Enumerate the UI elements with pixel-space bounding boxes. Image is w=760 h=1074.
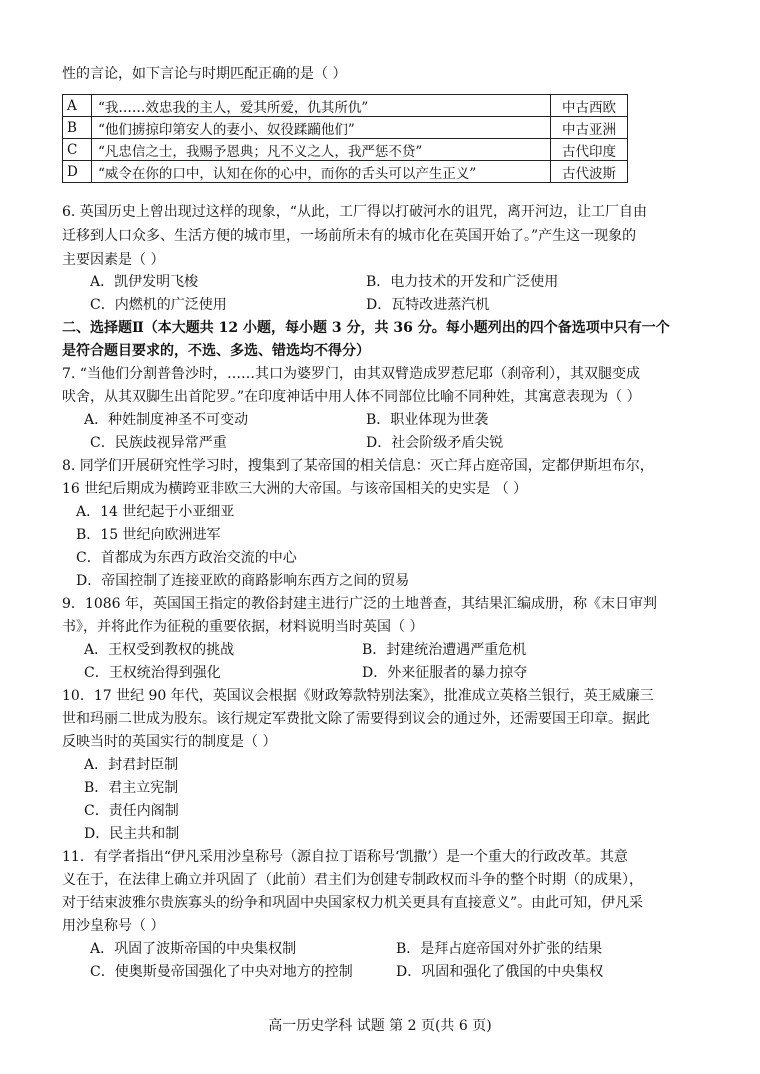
option-letter: A [63, 95, 92, 117]
q8-stem-line: 16 世纪后期成为横跨亚非欧三大洲的大帝国。与该帝国相关的史实是 （ ） [62, 481, 528, 497]
q8-stem-line: 8. 同学们开展研究性学习时，搜集到了某帝国的相关信息：灭亡拜占庭帝国，定都伊斯坦布尔， [62, 458, 654, 474]
q11-stem-line: 对于结束波雅尔贵族寡头的纷争和巩固中央国家权力机关更具有直接意义”。由此可知，伊凡采 [62, 895, 644, 911]
q10-option-d: D．民主共和制 [84, 826, 180, 842]
page-footer: 高一历史学科 试题 第 2 页(共 6 页) [268, 1018, 492, 1034]
q6-option-d: D．瓦特改进蒸汽机 [366, 297, 490, 313]
q10-option-a: A．封君封臣制 [84, 757, 179, 773]
q7-option-d: D．社会阶级矛盾尖锐 [366, 435, 504, 451]
section-heading: 二、选择题Ⅱ（本大题共 12 小题，每小题 3 分，共 36 分。每小题列出的四个备选项中只有一个 [62, 320, 670, 336]
q6-stem-line: 6. 英国历史上曾出现过这样的现象，“从此，工厂得以打破河水的诅咒，离开河边，让工厂自由 [62, 204, 647, 220]
table-row [63, 161, 628, 183]
q9-option-c: C．王权统治得到强化 [84, 665, 221, 681]
q11-stem-line: 义在于，在法律上确立并巩固了（此前）君主们为创建专制政权而斗争的整个时期（的成果）， [62, 872, 643, 888]
q11-option-d: D．巩固和强化了俄国的中央集权 [396, 964, 604, 980]
section-heading: 是符合题目要求的，不选、多选、错选均不得分） [62, 343, 370, 359]
q6-stem-line: 迁移到人口众多、生活方便的城市里，一场前所未有的城市化在英国开始了。”产生这一现象的 [62, 228, 637, 244]
q5-table [62, 94, 628, 183]
q11-option-a: A．巩固了波斯帝国的中央集权制 [90, 941, 297, 957]
q6-option-a: A．凯伊发明飞梭 [90, 274, 199, 290]
q10-stem-line: 反映当时的英国实行的制度是（ ） [62, 734, 277, 750]
q8-option-c: C．首都成为东西方政治交流的中心 [76, 550, 297, 566]
quote-cell: “我……效忠我的主人，爱其所爱，仇其所仇” [92, 95, 551, 117]
q9-option-b: B．封建统治遭遇严重危机 [362, 642, 527, 658]
table-row [63, 117, 628, 139]
table-row [63, 139, 628, 161]
q7-stem-line: 7. “当他们分割普鲁沙时，……其口为婆罗门，由其双臂造成罗惹尼耶（刹帝利），其双腿变成 [62, 366, 640, 382]
option-letter: B [63, 117, 92, 139]
period-cell: 古代印度 [551, 139, 628, 161]
q7-option-a: A．种姓制度神圣不可变动 [84, 412, 249, 428]
q6-option-c: C．内燃机的广泛使用 [90, 297, 227, 313]
q7-stem-line: 吠舍，从其双脚生出首陀罗。”在印度神话中用人体不同部位比喻不同种姓，其寓意表现为（ ） [62, 389, 641, 405]
q9-stem-line: 9．1086 年，英国国王指定的教俗封建主进行广泛的土地普查，其结果汇编成册，称《末日审判 [62, 596, 657, 612]
q11-stem-line: 11．有学者指出“伊凡采用沙皇称号（源自拉丁语称号‘凯撒’）是一个重大的行政改革。其意 [62, 849, 628, 865]
q11-option-b: B．是拜占庭帝国对外扩张的结果 [396, 941, 603, 957]
table-row [63, 95, 628, 117]
period-cell: 中古西欧 [551, 95, 628, 117]
quote-cell: “威令在你的口中，认知在你的心中，而你的舌头可以产生正义” [92, 161, 551, 183]
q10-stem-line: 10．17 世纪 90 年代，英国议会根据《财政筹款特别法案》，批准成立英格兰银行，英王威廉三 [62, 688, 654, 704]
q9-stem-line: 书》，并将此作为征税的重要依据，材料说明当时英国（ ） [62, 619, 424, 635]
q9-option-a: A．王权受到教权的挑战 [84, 642, 235, 658]
q8-option-b: B．15 世纪向欧洲进军 [76, 527, 221, 543]
period-cell: 中古亚洲 [551, 117, 628, 139]
period-cell: 古代波斯 [551, 161, 628, 183]
q7-option-c: C．民族歧视异常严重 [90, 435, 227, 451]
q10-stem-line: 世和玛丽二世成为股东。该行规定军费批文除了需要得到议会的通过外，还需要国王印章。据此 [62, 711, 650, 727]
q8-option-d: D．帝国控制了连接亚欧的商路影响东西方之间的贸易 [76, 573, 410, 589]
q9-option-d: D．外来征服者的暴力掠夺 [362, 665, 528, 681]
option-letter: D [63, 161, 92, 183]
option-letter: C [63, 139, 92, 161]
q11-stem-line: 用沙皇称号（ ） [62, 918, 165, 934]
q7-option-b: B．职业体现为世袭 [366, 412, 489, 428]
q8-option-a: A．14 世纪起于小亚细亚 [76, 504, 235, 520]
q10-option-c: C．责任内阁制 [84, 803, 179, 819]
quote-cell: “他们掳掠印第安人的妻小、奴役蹂躏他们” [92, 117, 551, 139]
q11-option-c: C．使奥斯曼帝国强化了中央对地方的控制 [90, 964, 353, 980]
q6-option-b: B．电力技术的开发和广泛使用 [366, 274, 559, 290]
q10-option-b: B．君主立宪制 [84, 780, 179, 796]
q6-stem-line: 主要因素是（ ） [62, 252, 165, 268]
quote-cell: “凡忠信之士，我赐予恩典；凡不义之人，我严惩不贷” [92, 139, 551, 161]
q5-stem-tail: 性的言论，如下言论与时期匹配正确的是（ ） [62, 66, 347, 82]
